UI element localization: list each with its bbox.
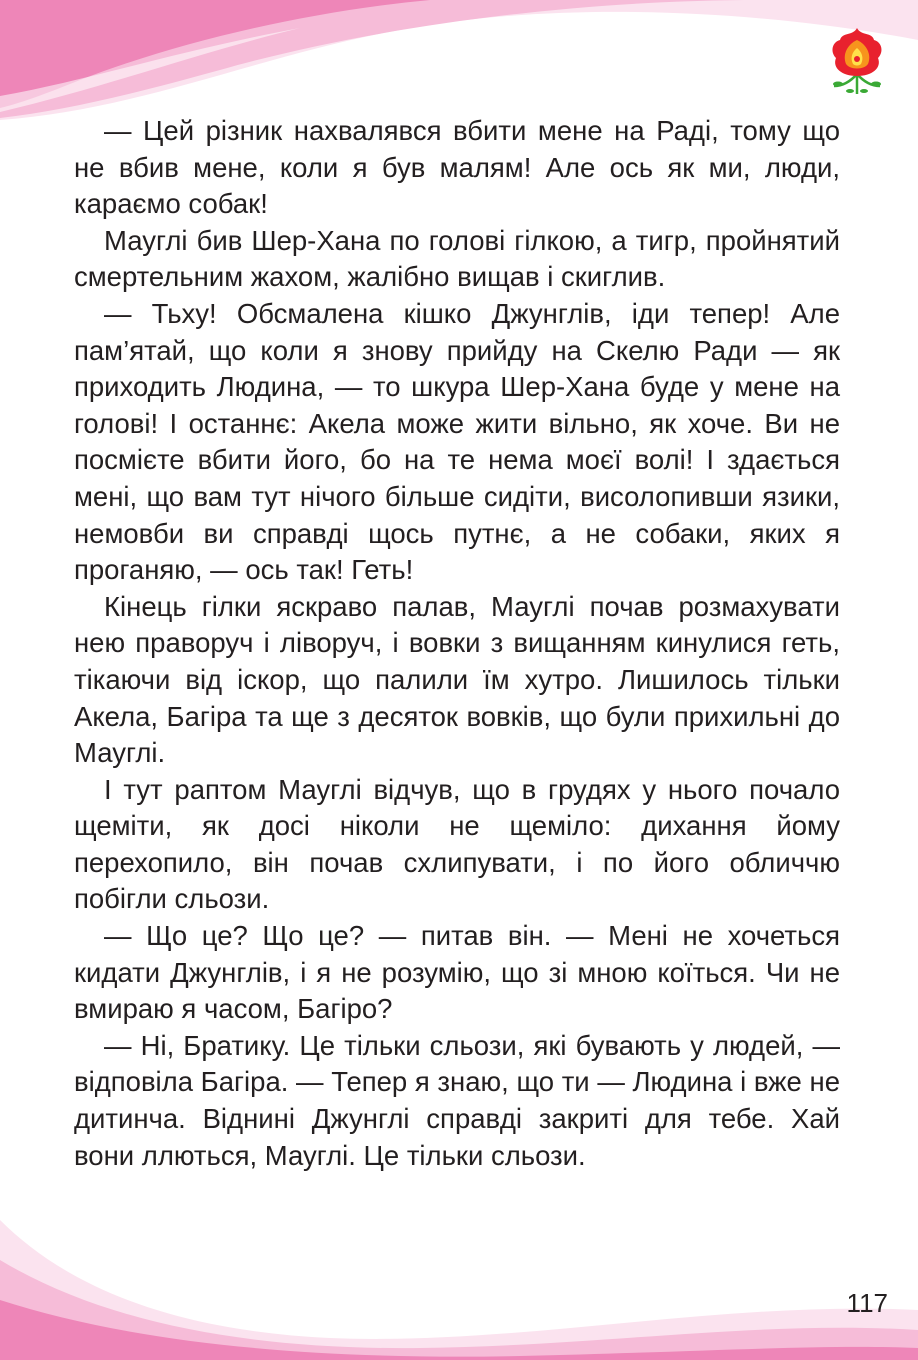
folk-flower-icon xyxy=(828,24,886,96)
page-number: 117 xyxy=(846,1288,888,1318)
paragraph: — Тьху! Обсмалена кішко Джунглів, іди тепер! Але пам’ятай, що коли я знову прийду на Скелю Ради — як приходить Людина, — то шкура Шер-Хана буде у мене на голові! І останнє: Акела може жити вільно, як хоче. Ви не посмієте вбити його, бо на те нема моєї волі! І здається мені, що вам тут нічого більше сидіти, висолопивши язики, немовби ви справді щось путнє, а не собаки, яких я проганяю, — ось так! Геть! xyxy=(74,297,840,586)
paragraph: — Що це? Що це? — питав він. — Мені не хочеться кидати Джунглів, і я не розумію, що зі мною коїться. Чи не вмираю я часом, Багіро? xyxy=(74,920,840,1025)
bottom-wave-decoration xyxy=(0,1220,918,1360)
paragraph: І тут раптом Мауглі відчув, що в грудях у нього почало щеміти, як досі ніколи не щеміло: дихання йому перехопило, він почав схлипувати, і по його обличчю побігли сльози. xyxy=(74,773,840,915)
paragraph: — Цей різник нахвалявся вбити мене на Раді, тому що не вбив мене, коли я був малям! Але ось як ми, люди, караємо собак! xyxy=(74,115,840,220)
story-text xyxy=(74,113,840,1174)
paragraph: Кінець гілки яскраво палав, Мауглі почав розмахувати нею праворуч і ліворуч, і вовки з вищанням кинулися геть, тікаючи від іскор, що палили їм хутро. Лишилось тільки Акела, Багіра та ще з десяток вовків, що були прихильні до Мауглі. xyxy=(74,590,840,769)
paragraph: — Ні, Братику. Це тільки сльози, які бувають у людей, — відповіла Багіра. — Тепер я знаю, що ти — Людина і вже не дитинча. Віднині Джунглі справді закриті для тебе. Хай вони ллються, Мауглі. Це тільки сльози. xyxy=(74,1029,840,1171)
paragraph: Мауглі бив Шер-Хана по голові гілкою, а тигр, пройнятий смертельним жахом, жалібно вищав і скиглив. xyxy=(74,224,840,293)
